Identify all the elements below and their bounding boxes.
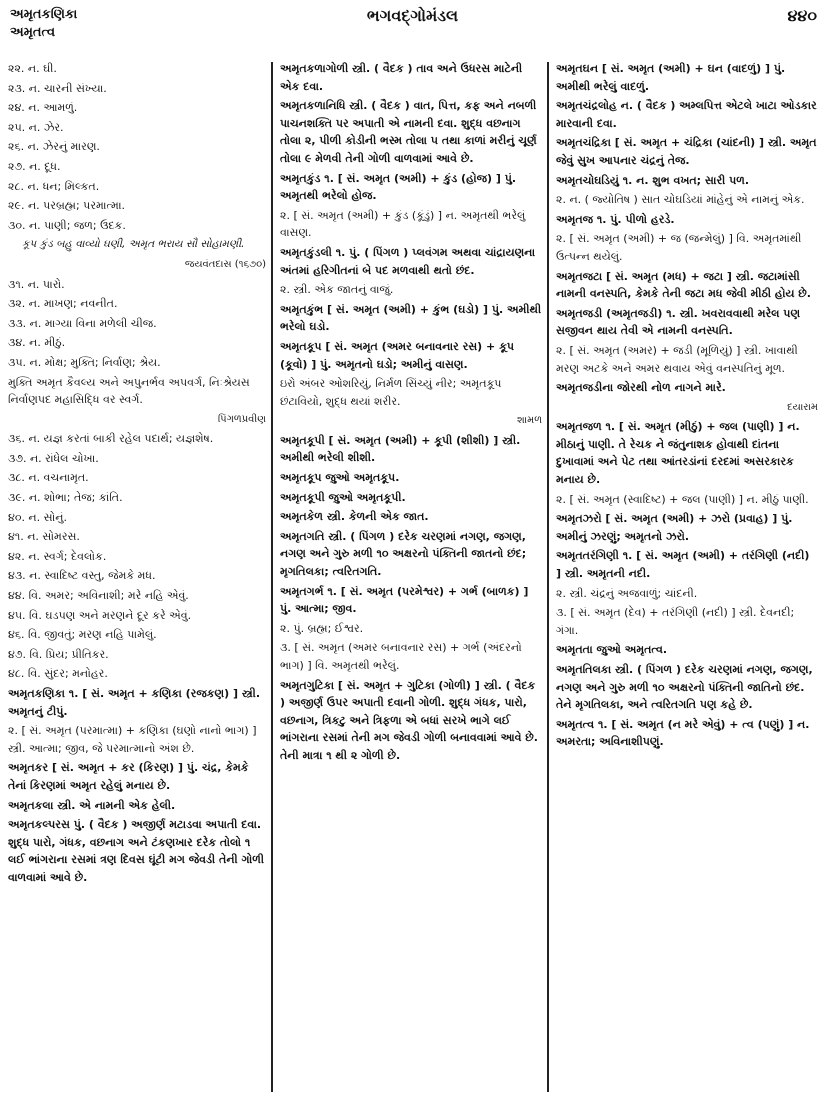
dictionary-entry: અમૃતતા જુઓ અમૃતત્વ. <box>556 643 668 657</box>
dictionary-entry: ૪૦. ન. સોનું. <box>8 510 67 524</box>
dictionary-entry: ૩૭. ન. રાંધેલ ચોખા. <box>8 451 99 465</box>
dictionary-entry: અમૃતજળ ૧. [ સં. અમૃત (મીઠું) + જલ (પાણી) ] ન. મીઠાનું પાણી. તે રેચક ને જંતુનાશક હોવાથી દાંતના દુખાવામાં અને પેટ તથા આંતરડાંનાં દરદમાં અસરકારક મનાય છે. <box>556 420 800 487</box>
guide-word-last: અમૃતત્વ <box>10 25 56 40</box>
dictionary-entry: અમૃતકુંભ [ સં. અમૃત (અમી) + કુંભ (ઘડો) ] પું. અમીથી ભરેલો ઘડો. <box>280 302 542 334</box>
dictionary-entry: અમૃતત્વ ૧. [ સં. અમૃત (ન મરે એવું) + ત્વ (પણું) ] ન. અમરતા; અવિનાશીપણું. <box>556 717 810 749</box>
book-title: ભગવદ્ગોમંડલ <box>366 6 459 25</box>
dictionary-entry: ૩૮. ન. વચનામૃત. <box>8 471 89 485</box>
column-3 <box>556 60 818 1090</box>
dictionary-entry: ૨૯. ન. પરબ્રહ્મ; પરમાત્મા. <box>8 199 126 213</box>
dictionary-entry: ૪૨. ન. સ્વર્ગ; દેવલોક. <box>8 549 107 563</box>
dictionary-entry: અમૃતચંદ્રિકા [ સં. અમૃત + ચંદ્રિકા (ચાંદની) ] સ્ત્રી. અમૃત જેવું સુખ આપનાર ચંદ્રનું તેજ. <box>556 136 817 167</box>
dictionary-entry: ૩૨. ન. માખણ; નવનીત. <box>8 297 118 311</box>
dictionary-entry: ૨૫. ન. ઝેર. <box>8 120 64 134</box>
dictionary-entry: અમૃતતિલકા સ્ત્રી. ( પિંગળ ) દરેક ચરણમાં નગણ, જગણ, નગણ અને ગુરુ મળી ૧૦ અક્ષરનો પંક્તિની જાતિનો છંદ. તેને મૃગતિલકા, અને ત્વરિતગતિ પણ કહે છે. <box>556 663 813 712</box>
dictionary-entry: અમૃતજ ૧. પું. પીળો હરડે. <box>556 212 675 226</box>
dictionary-entry: ૨૪. ન. આમળું. <box>8 101 78 115</box>
dictionary-entry: ૨. ન. ( જ્યોતિષ ) સાત ચોઘડિયાં માંહેનું એ નામનું એક. <box>556 193 805 207</box>
dictionary-entry: ૨. સ્ત્રી. એક જાતનું વાજું. <box>280 283 394 297</box>
dictionary-entry: અમૃતઘન [ સં. અમૃત (અમી) + ઘન (વાદળું) ] પું. અમીથી ભરેલું વાદળું. <box>556 62 786 93</box>
dictionary-entry: અમૃતકૂપ [ સં. અમૃત (અમર બનાવનાર રસ) + કૂપ (કૂવો) ] પું. અમૃતનો ઘડો; અમીનું વાસણ. <box>280 339 514 371</box>
dictionary-entry: ૨૨. ન. ઘી. <box>8 62 57 75</box>
dictionary-entry: ૪૬. વિ. જીવતું; મરણ નહિ પામેલું. <box>8 628 157 642</box>
dictionary-entry: ૨. [ સં. અમૃત (અમર) + જડી (મૂળિયું) ] સ્ત્રી. ખાવાથી મરણ અટકે અને અમર થવાય એવું વનસ્પતિનું મૂળ. <box>556 343 798 375</box>
dictionary-entry: અમૃતતરંગિણી ૧. [ સં. અમૃત (અમી) + તરંગિણી (નદી) ] સ્ત્રી. અમૃતની નદી. <box>556 549 810 581</box>
dictionary-entry: ૨૭. ન. દૂધ. <box>8 159 61 173</box>
dictionary-entry: અમૃતગતિ સ્ત્રી. ( પિંગળ ) દરેક ચરણમાં નગણ, જગણ, નગણ અને ગુરુ મળી ૧૦ અક્ષરનો પંક્તિની જાતનો છંદ; મૃગતિલકા; ત્વરિતગતિ. <box>280 529 527 579</box>
dictionary-entry: ૩૧. ન. પારો. <box>8 277 65 291</box>
dictionary-entry: અમૃતકલ્પરસ પું. ( વૈદક ) અજીર્ણ મટાડવા અપાતી દવા. શુદ્ધ પારો, ગંધક, વછનાગ અને ટંકણખાર દરેક તોલો ૧ લઈ ભાંગરાના રસમાં ત્રણ દિવસ ઘૂંટી મગ જેવડી તેની ગોળી વાળવામાં આવે છે. <box>8 818 264 884</box>
dictionary-entry: અમૃતકેળ સ્ત્રી. કેળની એક જાત. <box>280 510 429 524</box>
dictionary-entry: ૪૪. વિ. અમર; અવિનાશી; મરે નહિ એવું. <box>8 589 189 603</box>
dictionary-entry: ૪૩. ન. સ્વાદિષ્ટ વસ્તુ, જેમકે મધ. <box>8 569 156 583</box>
quote-source: શામળ <box>516 415 542 427</box>
dictionary-entry: ૪૧. ન. સોમરસ. <box>8 530 80 544</box>
dictionary-entry: અમૃતચંદ્રલોહ ન. ( વૈદક ) અમ્લપિત્ત એટલે ખાટા ઓડકાર મારવાની દવા. <box>556 99 817 130</box>
dictionary-entry: ૨. [ સં. અમૃત (પરમાત્મા) + કણિકા (ઘણો નાનો ભાગ) ] સ્ત્રી. આત્મા; જીવ, જે પરમાત્માનો અંશ છે. <box>8 724 257 755</box>
dictionary-entry: ૨. [ સં. અમૃત (અમી) + જ (જન્મેલું) ] વિ. અમૃતમાંથી ઉત્પન્ન થયેલું. <box>556 232 802 263</box>
column-divider <box>547 62 549 1092</box>
page-header <box>0 0 825 62</box>
dictionary-entry: ૨. [ સં. અમૃત (અમી) + કુંડ (કૂંડું) ] ન. અમૃતથી ભરેલું વાસણ. <box>280 208 526 240</box>
page-number: ૪૪૦ <box>787 6 817 25</box>
dictionary-entry: ઇરો અંબર ઓશરિયું, નિર્મળ સિંચ્યું નીર; અમૃતકૂપ છંટાવિયો, શુદ્ધ થયાં શરીર. <box>280 377 502 408</box>
dictionary-entry: ૩૯. ન. શોભા; તેજ; કાંતિ. <box>8 491 123 505</box>
dictionary-entry: અમૃતઝરો [ સં. અમૃત (અમી) + ઝરો (પ્રવાહ) ] પું. અમીનું ઝરણું; અમૃતનો ઝરો. <box>556 512 793 543</box>
dictionary-entry: ૩૪. ન. મીઠું. <box>8 336 66 350</box>
column-2 <box>280 60 542 1090</box>
dictionary-entry: અમૃતકૂપ જુઓ અમૃતકૂપ. <box>280 471 400 485</box>
dictionary-entry: ૩૩. ન. માગ્યા વિના મળેલી ચીજ. <box>8 316 157 330</box>
dictionary-entry: ૩૬. ન. યજ્ઞ કરતાં બાકી રહેલ પદાર્થ; યજ્ઞશેષ. <box>8 432 214 446</box>
dictionary-entry: ૨. સ્ત્રી. ચંદ્રનું અજવાળું; ચાંદની. <box>556 586 698 600</box>
dictionary-entry: અમૃતગર્ભ ૧. [ સં. અમૃત (પરમેશ્વર) + ગર્ભ (બાળક) ] પું. આત્મા; જીવ. <box>280 584 529 616</box>
dictionary-entry: અમૃતજડીના જોરથી નોળ નાગને મારે. <box>556 381 726 395</box>
dictionary-entry: ૨૮. ન. ધન; મિલ્કત. <box>8 179 100 193</box>
dictionary-entry: અમૃતકૂપી [ સં. અમૃત (અમી) + કૂપી (શીશી) ] સ્ત્રી. અમીથી ભરેલી શીશી. <box>280 433 521 465</box>
dictionary-entry: ૩. [ સં. અમૃત (દેવ) + તરંગિણી (નદી) ] સ્ત્રી. દેવનદી; ગંગા. <box>556 606 795 637</box>
dictionary-entry: અમૃતકૂપી જુઓ અમૃતકૂપી. <box>280 490 406 504</box>
dictionary-entry: ૩૫. ન. મોક્ષ; મુક્તિ; નિર્વાણ; શ્રેય. <box>8 355 161 369</box>
dictionary-entry: ૪૮. વિ. સુંદર; મનોહર. <box>8 667 108 681</box>
dictionary-entry: ૨. પું. બ્રહ્મ; ઈશ્વર. <box>280 621 364 635</box>
dictionary-entry: અમૃતજડી (અમૃતજડી) ૧. સ્ત્રી. ખવરાવવાથી મરેલ પણ સજીવન થાય તેવી એ નામની વનસ્પતિ. <box>556 306 801 338</box>
dictionary-entry: અમૃતજટા [ સં. અમૃત (મધ) + જટા ] સ્ત્રી. જટામાંસી નામની વનસ્પતિ, કેમકે તેની જટા મધ જેવી મીઠી હોય છે. <box>556 269 811 301</box>
dictionary-entry: ૨. [ સં. અમૃત (સ્વાદિષ્ટ) + જલ (પાણી) ] ન. મીઠું પાણી. <box>556 492 809 506</box>
dictionary-entry: અમૃતકલા સ્ત્રી. એ નામની એક હેલી. <box>8 798 176 812</box>
dictionary-entry: અમૃતકુંડ ૧. [ સં. અમૃત (અમી) + કુંડ (હોજ) ] પું. અમૃતથી ભરેલો હોજ. <box>280 171 517 203</box>
dictionary-entry: ૪૭. વિ. પ્રિય; પ્રીતિકર. <box>8 647 109 661</box>
dictionary-entry: અમૃતકર [ સં. અમૃત + કર (કિરણ) ] પું. ચંદ્ર, કેમકે તેનાં કિરણમાં અમૃત રહેલું મનાય છે. <box>8 761 249 792</box>
column-1 <box>8 60 266 1090</box>
dictionary-entry: મુક્તિ અમૃત કૈવલ્ય અને અપુનર્ભવ અપવર્ગ, નિઃશ્રેયસ નિર્વાણપદ મહાસિદ્ધિ વર સ્વર્ગ. <box>8 375 250 407</box>
column-divider <box>271 62 273 1092</box>
dictionary-entry: ૨૬. ન. ઝેરનું મારણ. <box>8 140 100 154</box>
dictionary-entry: ૩. [ સં. અમૃત (અમર બનાવનાર રસ) + ગર્ભ (અંદરનો ભાગ) ] વિ. અમૃતથી ભરેલું. <box>280 641 522 672</box>
dictionary-entry: અમૃતગુટિકા [ સં. અમૃત + ગુટિકા (ગોળી) ] સ્ત્રી. ( વૈદક ) અજીર્ણ ઉપર અપાતી દવાની ગોળી. શુદ્ધ ગંધક, પારો, વછનાગ, ત્રિકટુ અને ત્રિફળા એ બધાં સરખે ભાગે લઈ ભાંગરાના રસમાં તેની મગ જેવડી ગોળી બનાવવામાં આવે છે. તેની માત્રા ૧ થી ૨ ગોળી છે. <box>280 678 538 762</box>
dictionary-entry: અમૃતકુંડલી ૧. પું. ( પિંગળ ) પ્લવંગમ અથવા ચાંદ્રાયણના અંતમાં હરિગીતનાં બે પદ મળવાથી થતો છંદ. <box>280 245 536 277</box>
dictionary-entry: ૨૩. ન. ચારની સંખ્યા. <box>8 81 107 95</box>
dictionary-entry: અમૃતચોઘડિયું ૧. ન. શુભ વખત; સારી પળ. <box>556 173 750 187</box>
quote-source: પિંગળપ્રવીણ <box>217 413 266 425</box>
quotation: કૂપ કુંડ બહુ વાવ્યો ઘણી, અમૃત ભરાય સૌ સોહામણી. <box>22 238 245 251</box>
guide-word-first: અમૃતકણિકા <box>10 7 78 22</box>
dictionary-entry: અમૃતકણિકા ૧. [ સં. અમૃત + કણિકા (રજકણ) ] સ્ત્રી. અમૃતનું ટીપું. <box>8 687 260 718</box>
dictionary-entry: અમૃતકળાગોળી સ્ત્રી. ( વૈદક ) તાવ અને ઉધરસ માટેની એક દવા. <box>280 62 523 93</box>
quote-source: દયારામ <box>787 401 818 413</box>
dictionary-entry: ૪૫. વિ. ઘડપણ અને મરણને દૂર કરે એવું. <box>8 608 192 622</box>
dictionary-entry: અમૃતકળાનિધિ સ્ત્રી. ( વૈદક ) વાત, પિત્ત, કફ અને નબળી પાચનશક્તિ પર અપાતી એ નામની દવા. શુદ્ધ વછનાગ તોલા ૨, પીળી કોડીની ભસ્મ તોલા ૫ તથા કાળાં મરીનું ચૂર્ણ તોલા ૯ મેળવી તેની ગોળી વાળવામાં આવે છે. <box>280 99 537 165</box>
quote-source: જયવંતદાસ (૧૬૭૦) <box>184 258 266 270</box>
dictionary-entry: ૩૦. ન. પાણી; જળ; ઉદક. <box>8 218 126 232</box>
